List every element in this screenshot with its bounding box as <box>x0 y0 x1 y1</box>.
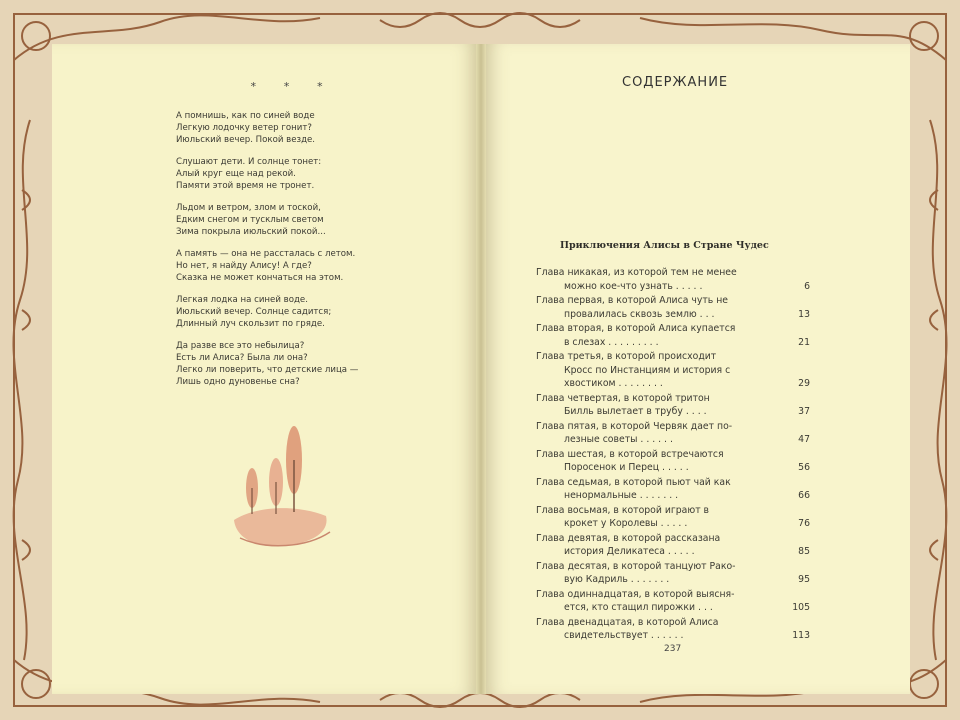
toc-entry-text: в слезах . . . . . . . . . <box>564 336 659 348</box>
toc-page-number: 105 <box>792 602 810 613</box>
toc-entry-text: провалилась сквозь землю . . . <box>564 308 715 320</box>
toc-entry <box>536 476 816 503</box>
poem-line: Легкая лодка на синей воде. <box>176 295 308 305</box>
poem-stanza <box>176 294 406 330</box>
toc-entry-text: ненормальные . . . . . . . <box>564 490 679 501</box>
toc-page-number: 76 <box>798 518 810 529</box>
toc-entry-text: Глава восьмая, в которой играют в <box>536 504 710 516</box>
poem-line: Сказка не может кончаться на этом. <box>176 273 344 283</box>
toc-entry-text: хвостиком . . . . . . . . <box>564 378 663 389</box>
poem-line: Легко ли поверить, что детские лица — <box>176 365 359 375</box>
toc-entry <box>536 392 816 419</box>
toc-page-number: 95 <box>798 574 810 585</box>
toc-entry <box>536 560 816 587</box>
toc-entry-text: Билль вылетает в трубу . . . . <box>564 406 707 417</box>
toc-entry <box>536 616 816 643</box>
poem-line: Памяти этой время не тронет. <box>176 181 315 191</box>
poem-line: Едким снегом и тусклым светом <box>176 215 324 225</box>
poem-line: Июльский вечер. Солнце садится; <box>176 307 332 317</box>
toc-entry <box>536 420 816 447</box>
poem-stanza <box>176 202 406 238</box>
toc-entry-text: Глава никакая, из которой тем не менее <box>536 267 737 278</box>
toc-entry-text: вую Кадриль . . . . . . . <box>564 574 670 585</box>
poem-stanza <box>176 156 406 192</box>
toc-page-number: 47 <box>798 434 810 445</box>
toc-entry-text: крокет у Королевы . . . . . <box>564 518 688 529</box>
toc-entry-text: свидетельствует . . . . . . <box>564 630 684 641</box>
section-title: Приключения Алисы в Стране Чудес <box>560 240 769 251</box>
poem <box>176 110 406 398</box>
poem-line: Но нет, я найду Алису! А где? <box>176 261 312 271</box>
toc-entry-text: Глава девятая, в которой рассказана <box>536 532 721 544</box>
toc-entry <box>536 322 816 349</box>
toc-entry-text: история Деликатеса . . . . . <box>564 546 695 557</box>
poem-stanza <box>176 110 406 146</box>
toc-entry <box>536 588 816 615</box>
poem-line: А помнишь, как по синей воде <box>176 111 315 121</box>
poem-stanza <box>176 340 406 388</box>
toc-entry-text: Глава вторая, в которой Алиса купается <box>536 323 736 334</box>
toc-page-number: 29 <box>798 378 810 389</box>
toc-page-number: 85 <box>798 546 810 557</box>
toc-entry <box>536 504 816 531</box>
page-title: СОДЕРЖАНИЕ <box>622 75 729 90</box>
toc-entry-text: Поросенок и Перец . . . . . <box>564 462 689 473</box>
toc-entry-text: Глава седьмая, в которой пьют чай как <box>536 476 731 488</box>
toc-entry-text: Глава третья, в которой происходит <box>536 351 717 362</box>
toc-page-number: 13 <box>798 308 810 320</box>
poem-line: Длинный луч скользит по гряде. <box>176 319 325 329</box>
toc-entry-text: Глава четвертая, в которой тритон <box>536 392 710 404</box>
poem-line: Зима покрыла июльский покой... <box>176 227 326 237</box>
poem-stanza <box>176 248 406 284</box>
toc-entry-text: лезные советы . . . . . . <box>564 434 673 445</box>
poem-line: Алый круг еще над рекой. <box>176 169 296 179</box>
poem-line: Да разве все это небылица? <box>176 341 305 351</box>
section-stars: * * * <box>250 80 334 93</box>
poem-line: Лишь одно дуновенье сна? <box>176 377 300 387</box>
toc-entry-text: Кросс по Инстанциям и история с <box>564 364 731 376</box>
toc-entry <box>536 350 816 391</box>
toc-entry-text: Глава первая, в которой Алиса чуть не <box>536 295 728 306</box>
toc-page-number: 56 <box>798 462 810 473</box>
toc-page-number: 21 <box>798 336 810 348</box>
toc-entry <box>536 532 816 559</box>
toc-page-number: 37 <box>798 406 810 417</box>
toc-entry-text: Глава пятая, в которой Червяк дает по- <box>536 420 733 432</box>
toc-entry-text: Глава шестая, в которой встречаются <box>536 448 724 460</box>
toc-entry-text: Глава десятая, в которой танцуют Рако- <box>536 560 736 572</box>
toc-entry-text: можно кое-что узнать . . . . . <box>564 280 703 292</box>
poem-line: Слушают дети. И солнце тонет: <box>176 157 322 167</box>
toc-entry-text: ется, кто стащил пирожки . . . <box>564 602 713 613</box>
table-of-contents <box>536 266 816 644</box>
book-gutter <box>476 44 486 694</box>
trees-on-hill-icon <box>226 420 336 564</box>
toc-page-number: 6 <box>804 280 810 292</box>
toc-entry <box>536 294 816 321</box>
poem-line: Легкую лодочку ветер гонит? <box>176 123 312 133</box>
toc-entry <box>536 266 816 293</box>
toc-entry-text: Глава одиннадцатая, в которой выясня- <box>536 588 735 600</box>
toc-page-number: 113 <box>792 630 810 641</box>
poem-line: Льдом и ветром, злом и тоской, <box>176 203 321 213</box>
toc-page-number: 66 <box>798 490 810 501</box>
page-number: 237 <box>664 644 682 654</box>
poem-line: Есть ли Алиса? Была ли она? <box>176 353 308 363</box>
toc-entry <box>536 448 816 475</box>
poem-line: Июльский вечер. Покой везде. <box>176 135 316 145</box>
toc-entry-text: Глава двенадцатая, в которой Алиса <box>536 616 719 628</box>
poem-line: А память — она не рассталась с летом. <box>176 249 356 259</box>
